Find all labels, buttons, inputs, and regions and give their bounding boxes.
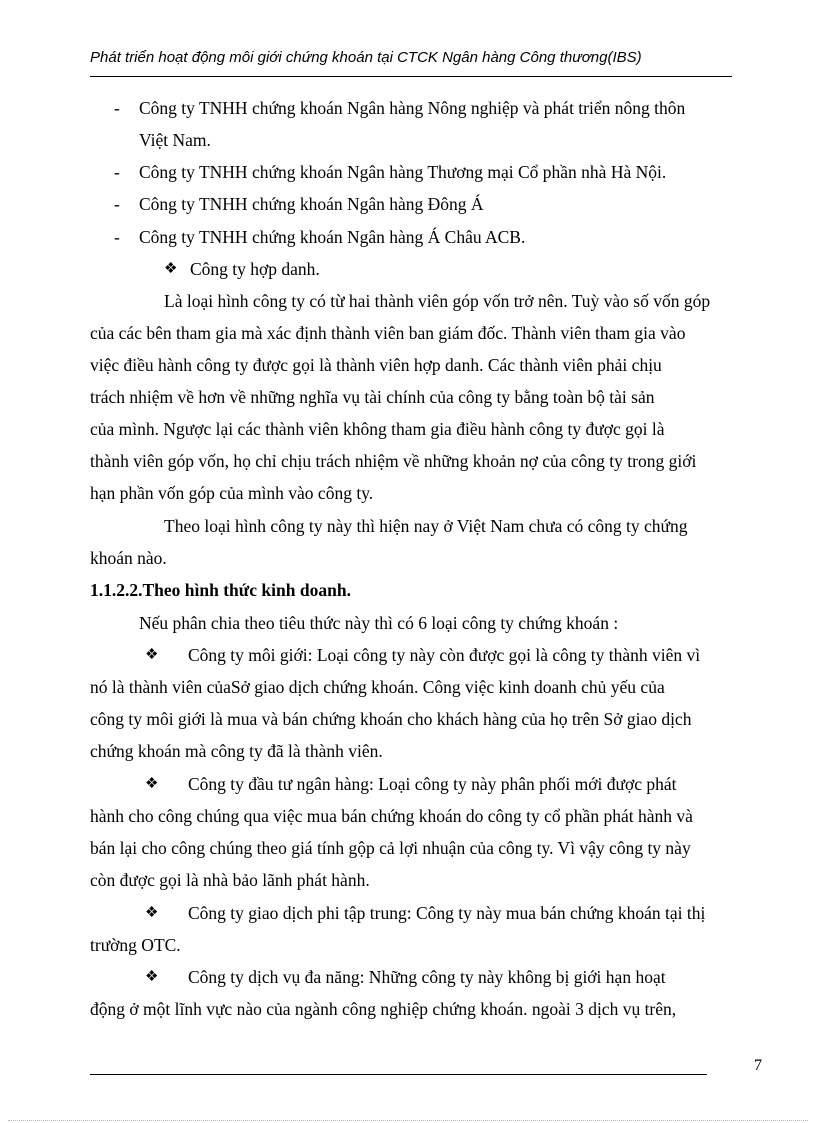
page-number: 7 — [754, 1057, 762, 1074]
paragraph-line: Là loại hình công ty có từ hai thành viên góp vốn trở nên. Tuỳ vào số vốn góp — [164, 291, 711, 311]
subheading: Công ty hợp danh. — [190, 259, 320, 279]
list-dash: - — [114, 194, 120, 214]
paragraph-line: Theo loại hình công ty này thì hiện nay ở Việt Nam chưa có công ty chứng — [164, 516, 688, 536]
list-item: Việt Nam. — [139, 130, 211, 150]
diamond-bullet-icon: ❖ — [145, 647, 159, 663]
paragraph-line: động ở một lĩnh vực nào của ngành công nghiệp chứng khoán. ngoài 3 dịch vụ trên, — [90, 999, 677, 1019]
paragraph-line: Công ty dịch vụ đa năng: Những công ty này không bị giới hạn hoạt — [188, 967, 666, 987]
paragraph-line: Nếu phân chia theo tiêu thức này thì có 6 loại công ty chứng khoán : — [139, 613, 619, 633]
footer-rule — [90, 1074, 707, 1075]
page-boundary-line — [8, 1120, 808, 1121]
paragraph-line: Công ty môi giới: Loại công ty này còn được gọi là công ty thành viên vì — [188, 645, 701, 665]
paragraph-line: hành cho công chúng qua việc mua bán chứng khoán do công ty cổ phần phát hành và — [90, 806, 693, 826]
paragraph-line: Công ty đầu tư ngân hàng: Loại công ty này phân phối mới được phát — [188, 774, 677, 794]
section-heading: 1.1.2.2.Theo hình thức kinh doanh. — [90, 580, 351, 600]
list-dash: - — [114, 227, 120, 247]
diamond-bullet-icon: ❖ — [164, 261, 178, 277]
running-header: Phát triển hoạt động môi giới chứng khoán tại CTCK Ngân hàng Công thương(IBS) — [90, 49, 642, 66]
diamond-bullet-icon: ❖ — [145, 905, 159, 921]
paragraph-line: Công ty giao dịch phi tập trung: Công ty này mua bán chứng khoán tại thị — [188, 903, 706, 923]
diamond-bullet-icon: ❖ — [145, 969, 159, 985]
list-item: Công ty TNHH chứng khoán Ngân hàng Thương mại Cổ phần nhà Hà Nội. — [139, 162, 667, 182]
list-item: Công ty TNHH chứng khoán Ngân hàng Đông Á — [139, 194, 484, 214]
paragraph-line: còn được gọi là nhà bảo lãnh phát hành. — [90, 870, 370, 890]
list-dash: - — [114, 162, 120, 182]
paragraph-line: việc điều hành công ty được gọi là thành viên hợp danh. Các thành viên phải chịu — [90, 355, 662, 375]
diamond-bullet-icon: ❖ — [145, 776, 159, 792]
paragraph-line: bán lại cho công chúng theo giá tính gộp cả lợi nhuận của công ty. Vì vậy công ty này — [90, 838, 691, 858]
paragraph-line: chứng khoán mà công ty đã là thành viên. — [90, 741, 383, 761]
paragraph-line: của các bên tham gia mà xác định thành viên ban giám đốc. Thành viên tham gia vào — [90, 323, 686, 343]
header-rule — [90, 76, 732, 77]
paragraph-line: công ty môi giới là mua và bán chứng khoán cho khách hàng của họ trên Sở giao dịch — [90, 709, 692, 729]
paragraph-line: khoán nào. — [90, 548, 167, 568]
paragraph-line: nó là thành viên củaSở giao dịch chứng khoán. Công việc kinh doanh chủ yếu của — [90, 677, 665, 697]
list-item: Công ty TNHH chứng khoán Ngân hàng Nông nghiệp và phát triển nông thôn — [139, 98, 686, 118]
paragraph-line: của mình. Ngược lại các thành viên không tham gia điều hành công ty được gọi là — [90, 419, 665, 439]
paragraph-line: trách nhiệm về hơn về những nghĩa vụ tài chính của công ty bằng toàn bộ tài sản — [90, 387, 655, 407]
list-item: Công ty TNHH chứng khoán Ngân hàng Á Châu ACB. — [139, 227, 526, 247]
paragraph-line: thành viên góp vốn, họ chỉ chịu trách nhiệm về những khoản nợ của công ty trong giới — [90, 451, 697, 471]
list-dash: - — [114, 98, 120, 118]
paragraph-line: trường OTC. — [90, 935, 181, 955]
paragraph-line: hạn phần vốn góp của mình vào công ty. — [90, 483, 374, 503]
